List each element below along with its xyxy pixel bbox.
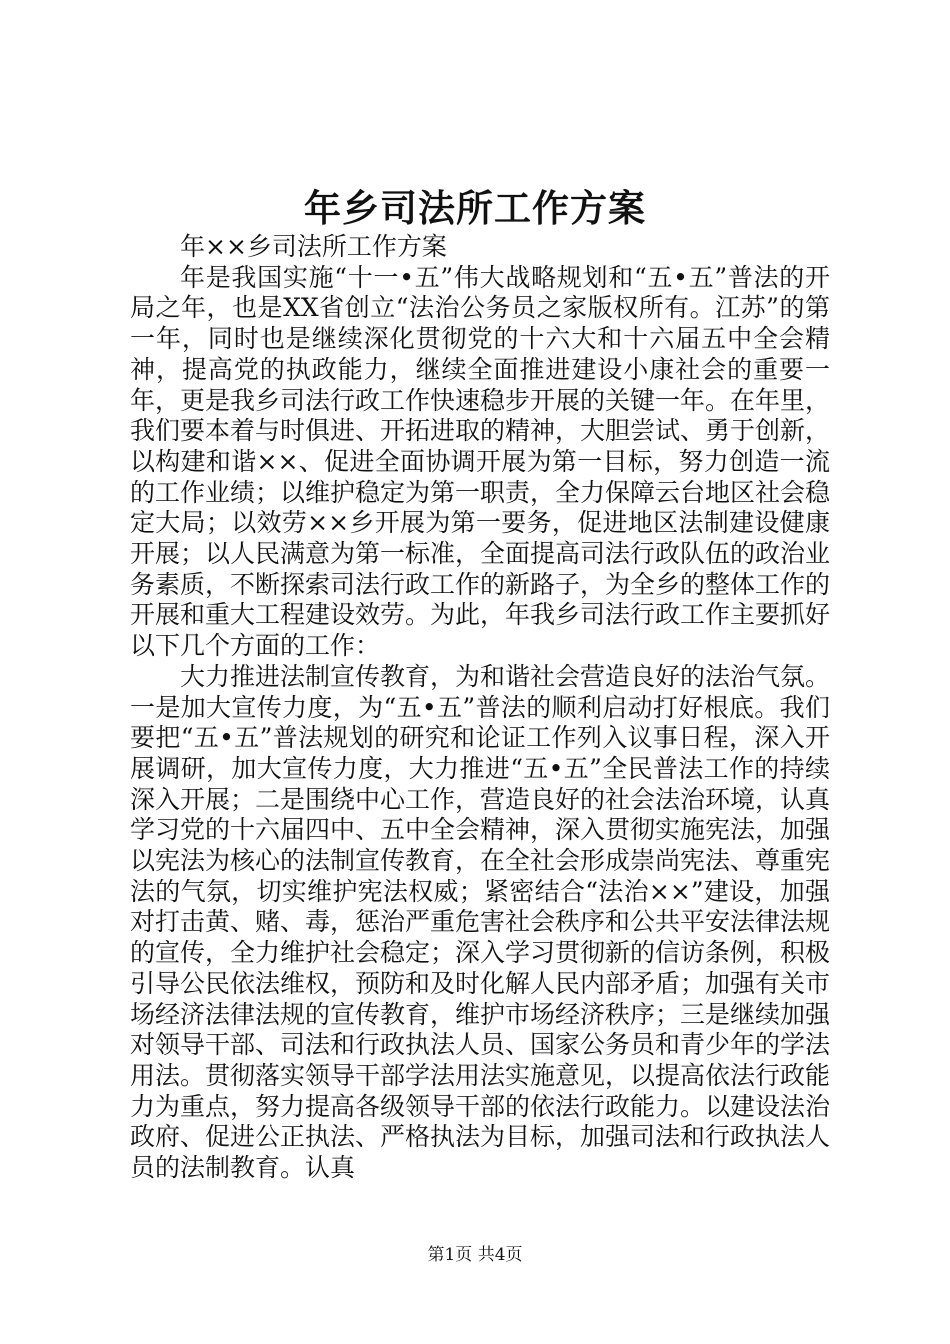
document-body — [130, 232, 830, 1184]
paragraph-intro: 年是我国实施“十一•五”伟大战略规划和“五•五”普法的开局之年，也是XX省创立“法治公务员之家版权所有。江苏”的第一年，同时也是继续深化贯彻党的十六大和十六届五中全会精神，提高党的执政能力，继续全面推进建设小康社会的重要一年，更是我乡司法行政工作快速稳步开展的关键一年。在年里，我们要本着与时俱进、开拓进取的精神，大胆尝试、勇于创新，以构建和谐××、促进全面协调开展为第一目标，努力创造一流的工作业绩；以维护稳定为第一职责，全力保障云台地区社会稳定大局；以效劳××乡开展为第一要务，促进地区法制建设健康开展；以人民满意为第一标准，全面提高司法行政队伍的政治业务素质，不断探索司法行政工作的新路子，为全乡的整体工作的开展和重大工程建设效劳。为此，年我乡司法行政工作主要抓好以下几个方面的工作： — [130, 262, 831, 661]
page-footer: 第1页 共4页 — [427, 1245, 523, 1265]
paragraph-subtitle: 年××乡司法所工作方案 — [180, 232, 447, 261]
paragraph-legal-education: 大力推进法制宣传教育，为和谐社会营造良好的法治气氛。一是加大宣传力度，为“五•五”普法的顺利启动打好根底。我们要把“五•五”普法规划的研究和论证工作列入议事日程，深入开展调研，加大宣传力度，大力推进“五•五”全民普法工作的持续深入开展；二是围绕中心工作，营造良好的社会法治环境，认真学习党的十六届四中、五中全会精神，深入贯彻实施宪法，加强以宪法为核心的法制宣传教育，在全社会形成崇尚宪法、尊重宪法的气氛，切实维护宪法权威；紧密结合“法治××”建设，加强对打击黄、赌、毒，惩治严重危害社会秩序和公共平安法律法规的宣传，全力维护社会稳定；深入学习贯彻新的信访条例，积极引导公民依法维权，预防和及时化解人民内部矛盾；加强有关市场经济法律法规的宣传教育，维护市场经济秩序；三是继续加强对领导干部、司法和行政执法人员、国家公务员和青少年的学法用法。贯彻落实领导干部学法用法实施意见，以提高依法行政能力为重点，努力提高各级领导干部的依法行政能力。以建设法治政府、促进公正执法、严格执法为目标，加强司法和行政执法人员的法制教育。认真 — [130, 661, 831, 1183]
document-title: 年乡司法所工作方案 — [304, 186, 646, 230]
